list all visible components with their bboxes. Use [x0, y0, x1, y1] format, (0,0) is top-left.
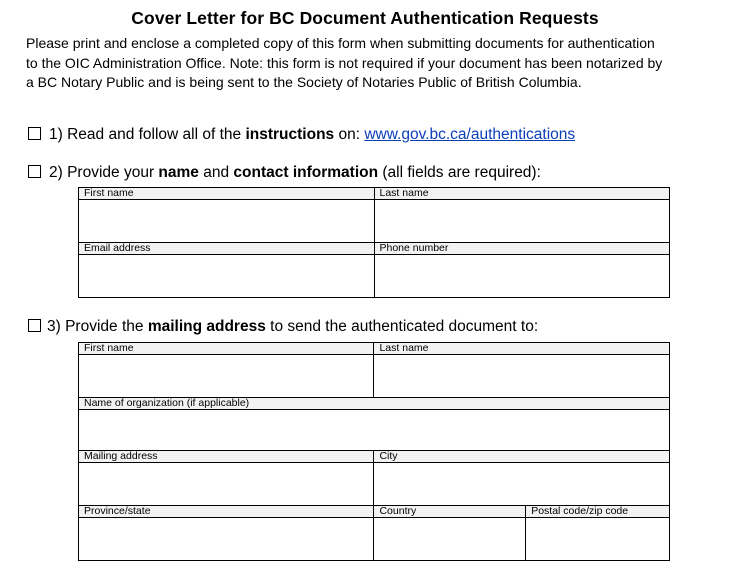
- step-2-bold-contact: contact information: [233, 164, 379, 181]
- step-3: [28, 318, 538, 336]
- page-title: Cover Letter for BC Document Authentication Requests: [131, 8, 599, 28]
- step-1-prefix: 1) Read and follow all of the: [49, 126, 246, 143]
- step-2-prefix: 2) Provide your: [49, 164, 159, 181]
- first-name-label: First name: [79, 188, 375, 200]
- phone-field[interactable]: [374, 255, 670, 298]
- last-name-label: Last name: [374, 188, 670, 200]
- postal-code-field[interactable]: [526, 518, 670, 561]
- province-field[interactable]: [79, 518, 374, 561]
- step-2-suffix: (all fields are required):: [378, 164, 541, 181]
- organization-label: Name of organization (if applicable): [79, 398, 670, 410]
- province-label: Province/state: [79, 506, 374, 518]
- step-3-suffix: to send the authenticated document to:: [265, 318, 539, 335]
- email-label: Email address: [79, 243, 375, 255]
- step-2: [28, 164, 541, 182]
- step-3-checkbox[interactable]: [28, 319, 41, 332]
- city-label: City: [374, 451, 670, 463]
- phone-label: Phone number: [374, 243, 670, 255]
- step-1-checkbox[interactable]: [28, 127, 41, 140]
- email-field[interactable]: [79, 255, 375, 298]
- postal-code-label: Postal code/zip code: [526, 506, 670, 518]
- mailing-address-field[interactable]: [79, 463, 374, 506]
- step-3-prefix: 3) Provide the: [47, 318, 148, 335]
- intro-line-1: Please print and enclose a completed copy of this form when submitting documents for authentication: [26, 35, 655, 51]
- mail-last-name-field[interactable]: [374, 355, 670, 398]
- step-1: [28, 126, 575, 144]
- step-2-bold-name: name: [158, 164, 199, 181]
- country-field[interactable]: [374, 518, 526, 561]
- intro-line-3: a BC Notary Public and is being sent to the Society of Notaries Public of British Columbia.: [26, 74, 582, 90]
- intro-line-2: to the OIC Administration Office. Note: this form is not required if your document has been notarized by: [26, 54, 663, 71]
- intro-text: [26, 34, 726, 93]
- step-1-bold: instructions: [245, 126, 335, 143]
- mail-first-name-field[interactable]: [79, 355, 374, 398]
- step-2-and: and: [198, 164, 234, 181]
- country-label: Country: [374, 506, 526, 518]
- contact-info-table: [78, 187, 670, 298]
- last-name-field[interactable]: [374, 200, 670, 243]
- mailing-address-table: [78, 342, 670, 561]
- organization-field[interactable]: [79, 410, 670, 451]
- step-1-mid: on:: [334, 126, 365, 143]
- mail-first-name-label: First name: [79, 343, 374, 355]
- first-name-field[interactable]: [79, 200, 375, 243]
- mail-last-name-label: Last name: [374, 343, 670, 355]
- city-field[interactable]: [374, 463, 670, 506]
- step-2-checkbox[interactable]: [28, 165, 41, 178]
- step-3-bold: mailing address: [147, 318, 266, 335]
- mailing-address-label: Mailing address: [79, 451, 374, 463]
- authentications-link[interactable]: www.gov.bc.ca/authentications: [364, 126, 576, 143]
